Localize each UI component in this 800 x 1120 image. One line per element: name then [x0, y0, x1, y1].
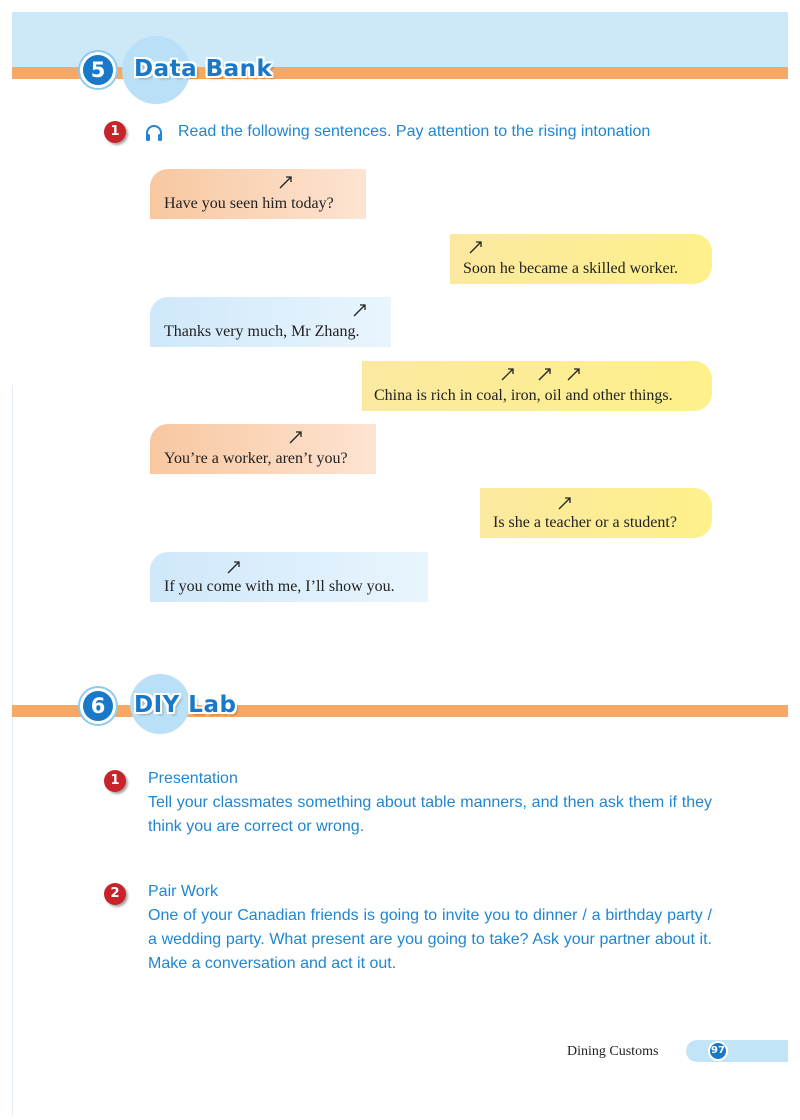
page-margin-line	[12, 385, 13, 1115]
sentence-text: China is rich in coal, iron, oil and other things.	[374, 387, 673, 404]
footer-tab	[686, 1040, 788, 1062]
task-body: One of your Canadian friends is going to invite you to dinner / a birthday party / a wedding party. What present are you going to take? Ask your partner about it. Make a conversation and act it out.	[148, 907, 712, 972]
section-number-badge: 6	[80, 688, 116, 724]
rising-intonation-arrow-icon	[288, 429, 304, 445]
section-title: DIY Lab	[134, 692, 237, 718]
rising-intonation-arrow-icon	[557, 495, 573, 511]
sentence-bubble	[362, 361, 712, 411]
sentence-text: Soon he became a skilled worker.	[463, 260, 679, 277]
headphones-icon	[144, 123, 164, 143]
task-number-badge: 1	[104, 770, 126, 792]
sentence-text: If you come with me, I’ll show you.	[164, 578, 395, 595]
rising-intonation-arrow-icon	[566, 366, 582, 382]
page-number: 97	[708, 1041, 728, 1061]
sentence-bubble	[480, 488, 712, 538]
rising-intonation-arrow-icon	[537, 366, 553, 382]
rising-intonation-arrow-icon	[352, 302, 368, 318]
rising-intonation-arrow-icon	[468, 239, 484, 255]
rising-intonation-arrow-icon	[278, 174, 294, 190]
activity-number-badge: 1	[104, 121, 126, 143]
sentence-bubble	[150, 424, 376, 474]
sentence-text: Is she a teacher or a student?	[493, 514, 677, 531]
task-heading: Presentation	[148, 770, 238, 787]
rising-intonation-arrow-icon	[226, 559, 242, 575]
task-heading: Pair Work	[148, 883, 218, 900]
section-header-bar	[12, 705, 788, 717]
sentence-text: Have you seen him today?	[164, 195, 334, 212]
section-title: Data Bank	[134, 56, 273, 82]
sentence-bubble	[150, 169, 366, 219]
task-body: Tell your classmates something about table manners, and then ask them if they think you are correct or wrong.	[148, 794, 712, 835]
activity-instruction: Read the following sentences. Pay attention to the rising intonation	[178, 123, 651, 140]
sentence-bubble	[150, 297, 391, 347]
sentence-text: Thanks very much, Mr Zhang.	[164, 323, 360, 340]
sentence-bubble	[450, 234, 712, 284]
sentence-text: You’re a worker, aren’t you?	[164, 450, 348, 467]
section-number-badge: 5	[80, 52, 116, 88]
sentence-bubble	[150, 552, 428, 602]
task-number-badge: 2	[104, 883, 126, 905]
footer-unit-title: Dining Customs	[567, 1044, 659, 1059]
rising-intonation-arrow-icon	[500, 366, 516, 382]
